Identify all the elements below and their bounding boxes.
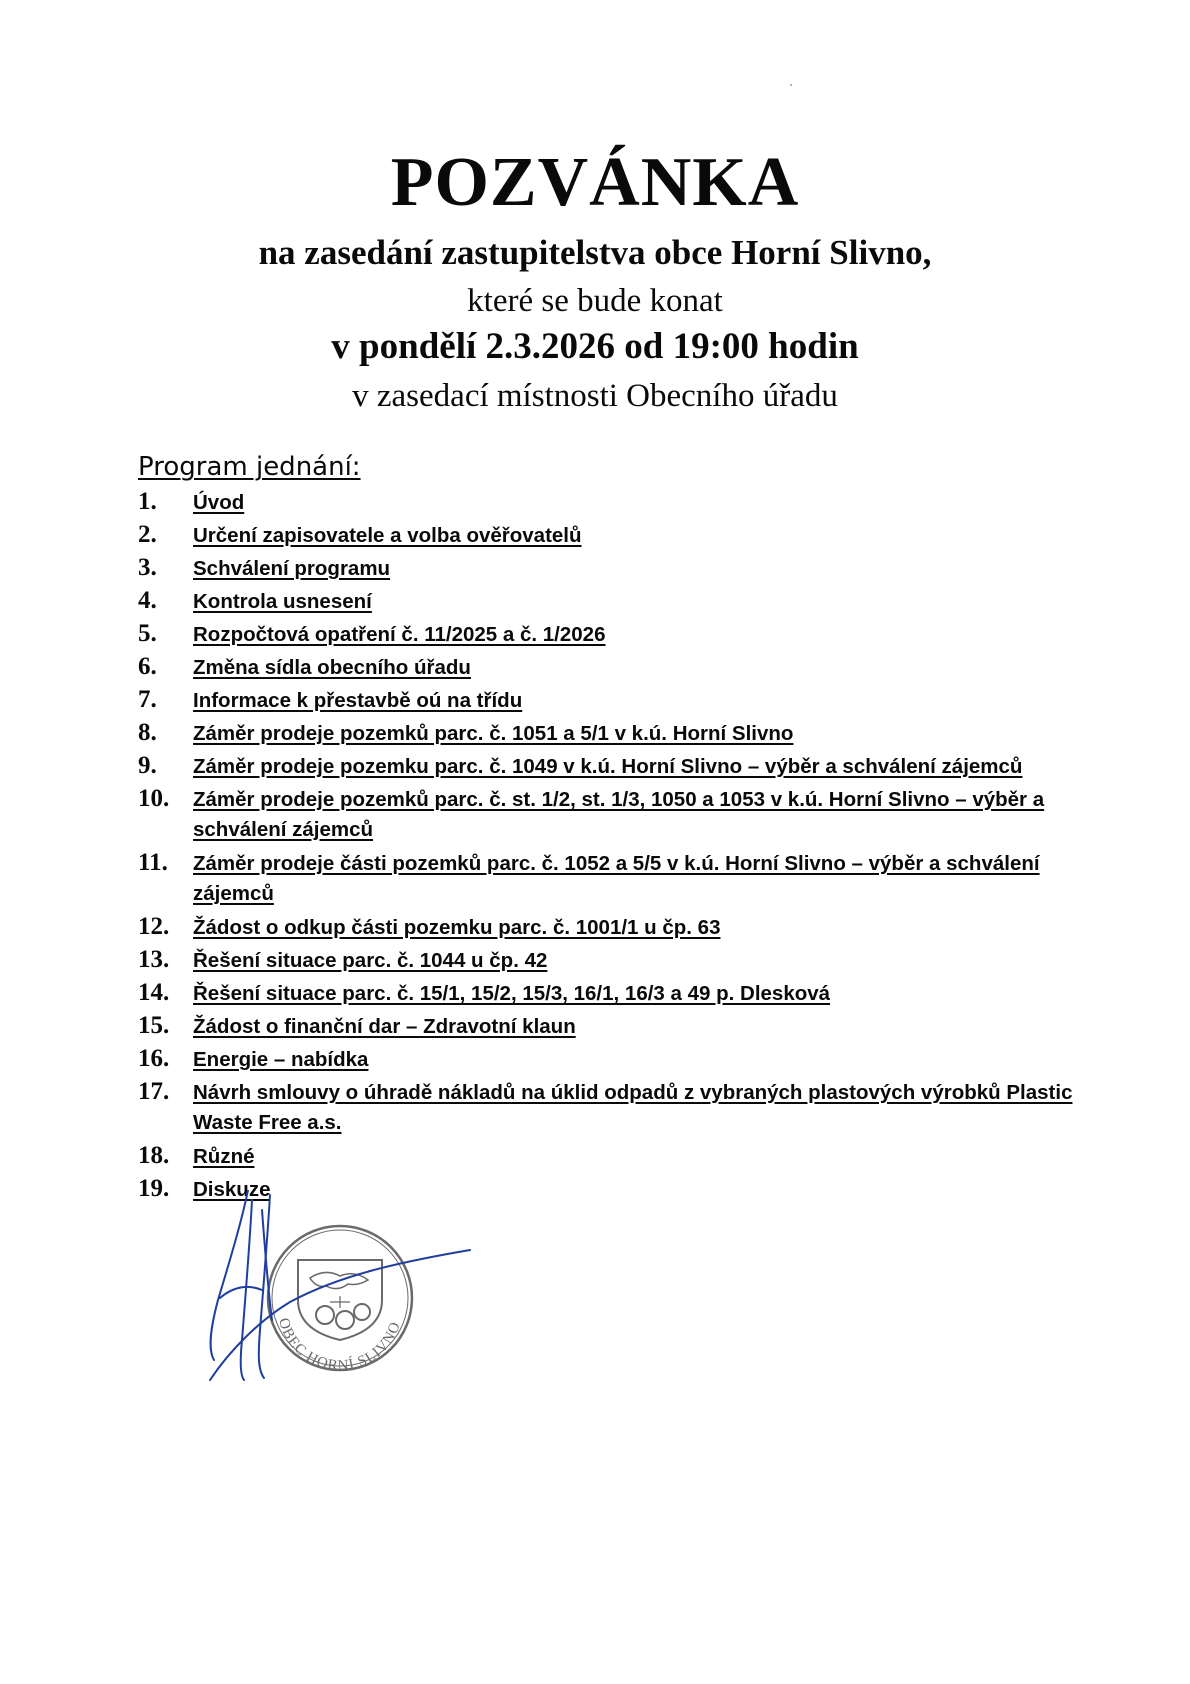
agenda-item-number: 17. [138,1078,170,1105]
agenda-item-text: Úvod [193,491,245,514]
agenda-item-text: Žádost o finanční dar – Zdravotní klaun [193,1015,576,1038]
agenda-item-text: Záměr prodeje pozemků parc. č. 1051 a 5/1 v k.ú. Horní Slivno [193,722,794,745]
agenda-item-number: 16. [138,1045,170,1072]
meeting-date-time: v pondělí 2.3.2026 od 19:00 hodin [331,326,859,367]
agenda-item-text: Kontrola usnesení [193,590,372,613]
agenda-item-number: 18. [138,1142,170,1169]
program-heading: Program jednání: [138,452,361,482]
agenda-item-number: 7. [138,686,157,713]
agenda-item-text: Různé [193,1145,255,1168]
agenda-item-text: Žádost o odkup části pozemku parc. č. 1001/1 u čp. 63 [193,916,721,939]
agenda-item-text: Rozpočtová opatření č. 11/2025 a č. 1/2026 [193,623,606,646]
agenda-item-number: 14. [138,979,170,1006]
agenda-item-number: 19. [138,1175,170,1202]
scan-speck [790,84,792,86]
agenda-item-text: Řešení situace parc. č. 15/1, 15/2, 15/3, 16/1, 16/3 a 49 p. Dlesková [193,982,831,1005]
agenda-item-text: Schválení programu [193,557,391,580]
agenda-item-text: Energie – nabídka [193,1048,369,1071]
agenda-item-text: Určení zapisovatele a volba ověřovatelů [193,524,582,547]
agenda-item-text: Záměr prodeje části pozemků parc. č. 1052 a 5/5 v k.ú. Horní Slivno – výběr a schválení zájemců [193,852,1040,905]
agenda-item-text: Záměr prodeje pozemků parc. č. st. 1/2, st. 1/3, 1050 a 1053 v k.ú. Horní Slivno – výběr a schválení zájemců [193,788,1045,841]
agenda-item-text: Změna sídla obecního úřadu [193,656,471,679]
agenda-item-number: 9. [138,752,157,779]
agenda-item-number: 15. [138,1012,170,1039]
agenda-item-number: 1. [138,488,157,515]
agenda-item-number: 11. [138,849,168,876]
official-stamp-icon [190,1190,490,1410]
stamp-text: OBEC HORNÍ SLIVNO [274,1316,405,1375]
document-title: POZVÁNKA [390,144,800,221]
meeting-venue: v zasedací místnosti Obecního úřadu [352,378,838,414]
agenda-item-number: 6. [138,653,157,680]
agenda-item-number: 4. [138,587,157,614]
agenda-item-number: 10. [138,785,170,812]
agenda-item-number: 13. [138,946,170,973]
agenda-item-text: Informace k přestavbě oú na třídu [193,689,523,712]
agenda-item-number: 8. [138,719,157,746]
subtitle: na zasedání zastupitelstva obce Horní Slivno, [258,233,932,272]
agenda-item-number: 12. [138,913,170,940]
agenda-item-number: 5. [138,620,157,647]
agenda-item-text: Diskuze [193,1178,271,1201]
agenda-item-text: Záměr prodeje pozemku parc. č. 1049 v k.ú. Horní Slivno – výběr a schválení zájemců [193,755,1023,778]
intro-line: které se bude konat [467,283,723,319]
agenda-item-number: 2. [138,521,157,548]
signature-and-stamp [190,1190,490,1410]
agenda-item-text: Návrh smlouvy o úhradě nákladů na úklid odpadů z vybraných plastových výrobků Plastic Waste Free a.s. [193,1081,1073,1134]
agenda-item-number: 3. [138,554,157,581]
agenda-item-text: Řešení situace parc. č. 1044 u čp. 42 [193,949,548,972]
svg-text:OBEC HORNÍ SLIVNO [275,1316,404,1374]
